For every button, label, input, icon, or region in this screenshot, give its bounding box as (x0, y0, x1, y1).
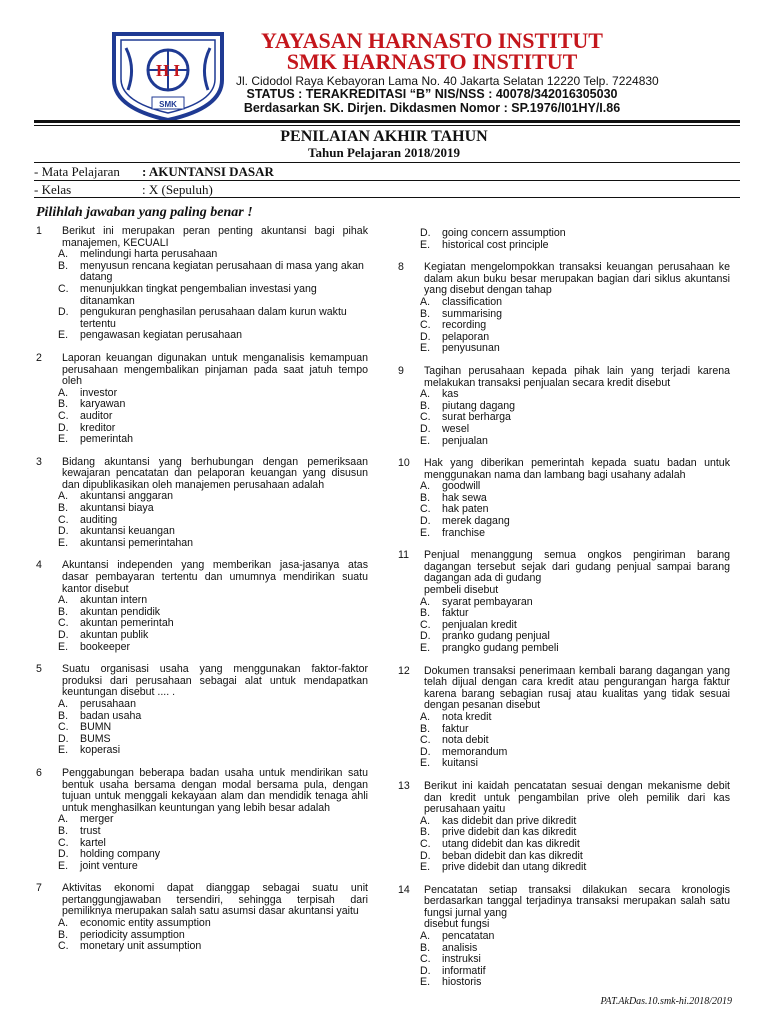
answer-option (398, 343, 730, 355)
option-text: badan usaha (80, 709, 142, 722)
answer-option (398, 862, 730, 874)
option-text: nota kredit (442, 710, 492, 723)
answer-option (36, 861, 368, 873)
answer-option (36, 284, 368, 307)
answer-option (398, 977, 730, 989)
option-text: periodicity assumption (80, 928, 185, 941)
option-letter: E. (420, 757, 431, 770)
question-stem (398, 666, 730, 712)
option-letter: E. (420, 642, 431, 654)
option-text: beban didebit dan kas dikredit (442, 849, 583, 862)
option-letter: B. (420, 941, 431, 954)
question-text: Penjual menanggung semua ongkos pengiriman barang dagangan tersebut sejak dari gudang penjual sampai barang dagangan ada di gudang (424, 549, 730, 585)
option-text: akuntan pemerintah (80, 617, 174, 630)
option-text: going concern assumption (442, 227, 566, 239)
question-1 (36, 226, 368, 342)
option-letter: E. (420, 238, 431, 251)
option-text: wesel (442, 422, 470, 435)
option-text: menunjukkan tingkat pengembalian investasi yang ditanamkan (80, 282, 317, 307)
question-text: Berikut ini kaidah pencatatan sesuai dengan mekanisme debit dan kredit untuk pengambilan prive oleh pemilik dari kas perusahaan yaitu (424, 779, 730, 816)
option-text: prive didebit dan utang dikredit (442, 861, 587, 874)
option-text: investor (80, 386, 118, 399)
option-letter: B. (58, 928, 69, 941)
question-text: Aktivitas ekonomi dapat dianggap sebagai suatu unit pertanggungjawaban tersendiri, sehingga terpisah dari pemiliknya merupakan salah satu asumsi dasar akuntansi yaitu (62, 882, 368, 918)
answer-option (36, 849, 368, 861)
question-7 (36, 883, 368, 953)
option-text: bookeeper (80, 640, 131, 653)
option-text: franchise (442, 526, 485, 539)
option-text: penjualan (442, 434, 488, 447)
question-number: 10 (398, 457, 410, 470)
question-text-tail: pembeli disebut (424, 584, 499, 597)
answer-option (398, 758, 730, 770)
option-text: economic entity assumption (80, 917, 211, 930)
answer-option (36, 330, 368, 342)
logo-caption: SMK (159, 100, 177, 109)
school-decree: Berdasarkan SK. Dirjen. Dikdasmen Nomor : SP.1976/I01HY/I.86 (243, 101, 621, 115)
school-address: Jl. Cidodol Raya Kebayoran Lama No. 40 Jakarta Selatan 12220 Telp. 7224830 (236, 74, 659, 88)
option-text: akuntan publik (80, 629, 149, 641)
option-letter: D. (420, 330, 431, 343)
question-stem (398, 366, 730, 389)
option-text: holding company (80, 848, 161, 861)
option-letter: B. (420, 722, 431, 735)
question-text: Pencatatan setiap transaksi dilakukan secara kronologis berdasarkan tanggal terjadinya transaksi merupakan salah satu fungsi jurnal yang (424, 883, 730, 919)
logo-letters: H I (155, 61, 181, 80)
option-text: akuntansi anggaran (80, 490, 174, 503)
subject-label: - Mata Pelajaran (34, 163, 120, 179)
option-letter: E. (58, 536, 69, 549)
option-letter: D. (58, 848, 69, 861)
answer-option (398, 297, 730, 309)
option-text: historical cost principle (442, 238, 549, 251)
instruction: Pilihlah jawaban yang paling benar ! (36, 205, 253, 220)
option-letter: C. (420, 503, 431, 516)
option-text: auditor (80, 409, 113, 422)
answer-option (398, 528, 730, 540)
option-letter: C. (58, 617, 69, 630)
option-letter: A. (420, 295, 431, 308)
option-letter: C. (58, 721, 69, 734)
question-4 (36, 560, 368, 653)
option-letter: A. (58, 490, 69, 503)
answer-option (36, 630, 368, 642)
question-6 (36, 768, 368, 872)
option-letter: A. (420, 595, 431, 608)
option-text: akuntansi keuangan (80, 525, 175, 538)
answer-option (398, 389, 730, 401)
option-letter: C. (58, 409, 69, 422)
foundation-name: YAYASAN HARNASTO INSTITUT (261, 28, 603, 53)
option-text: informatif (442, 964, 486, 977)
option-text: utang didebit dan kas dikredit (442, 837, 580, 850)
option-letter: D. (58, 525, 69, 538)
question-stem (36, 457, 368, 492)
option-text: auditing (80, 513, 118, 526)
option-letter: B. (58, 398, 69, 411)
option-letter: D. (420, 849, 431, 862)
option-text: merek dagang (442, 515, 510, 528)
question-number: 2 (36, 351, 42, 364)
exam-title: PENILAIAN AKHIR TAHUN (280, 128, 488, 145)
option-letter: C. (58, 940, 69, 953)
question-stem (398, 458, 730, 481)
option-letter: E. (420, 526, 431, 539)
question-text: Penggabungan beberapa badan usaha untuk mendirikan satu bentuk usaha bersama dengan modal bersama pula, dengan tujuan untuk menggali kekayaan alam dan mendidik tenaga ahli untuk menghasilkan keuntungan yang lebih besar adalah (62, 766, 368, 814)
option-text: koperasi (80, 744, 121, 757)
question-text: Dokumen transaksi penerimaan kembali barang dagangan yang telah dijual dengan cara kredit atau pengurangan harga faktur karena barang sebagian rusaj atau kualitas yang tidak sesuai dengan pesanan disebut (424, 664, 730, 712)
answer-option (36, 411, 368, 423)
option-letter: A. (58, 386, 69, 399)
option-text: hiostoris (442, 976, 482, 989)
option-letter: E. (58, 329, 69, 342)
class-value: : X (Sepuluh) (142, 181, 213, 197)
option-letter: B. (420, 307, 431, 320)
right-column (398, 228, 730, 989)
class-label: - Kelas (34, 181, 72, 197)
option-letter: B. (58, 824, 69, 837)
answer-option (398, 320, 730, 332)
option-text: classification (442, 295, 503, 308)
answer-option (398, 436, 730, 448)
option-letter: D. (420, 227, 431, 239)
option-text: nota debit (442, 734, 489, 747)
footer-code: PAT.AkDas.10.smk-hi.2018/2019 (600, 996, 732, 1007)
option-letter: B. (58, 502, 69, 515)
option-letter: D. (58, 732, 69, 745)
answer-option (36, 642, 368, 654)
question-number: 9 (398, 364, 404, 377)
option-letter: C. (58, 836, 69, 849)
option-letter: B. (58, 259, 69, 272)
option-text: goodwill (442, 480, 481, 493)
class-row (34, 181, 213, 198)
option-text: pengawasan kegiatan perusahaan (80, 329, 242, 342)
answer-option (36, 538, 368, 550)
question-stem (36, 353, 368, 388)
option-text: pengukuran penghasilan perusahaan dalam kurun waktu tertentu (80, 306, 347, 330)
exam-year: Tahun Pelajaran 2018/2019 (308, 145, 460, 160)
option-text: akuntansi pemerintahan (80, 536, 194, 549)
question-stem (36, 664, 368, 699)
option-letter: A. (58, 813, 69, 826)
option-text: analisis (442, 941, 478, 954)
question-text: Laporan keuangan digunakan untuk menganalisis kemampuan perusahaan mengembalikan pinjaman pada saat jatuh tempo oleh (62, 351, 368, 388)
answer-option (36, 699, 368, 711)
option-letter: C. (420, 618, 431, 631)
question-stem (398, 550, 730, 585)
option-text: prive didebit dan kas dikredit (442, 826, 577, 839)
option-letter: C. (420, 411, 431, 424)
option-letter: A. (420, 480, 431, 493)
answer-option (36, 434, 368, 446)
question-7-continued (398, 228, 730, 251)
option-letter: E. (58, 640, 69, 653)
option-text: piutang dagang (442, 399, 516, 412)
option-text: pelaporan (442, 330, 490, 343)
question-10 (398, 458, 730, 539)
question-stem (398, 781, 730, 816)
option-text: melindungi harta perusahaan (80, 248, 218, 261)
option-letter: D. (420, 630, 431, 643)
option-letter: C. (420, 953, 431, 966)
option-text: akuntansi biaya (80, 502, 154, 515)
left-column (36, 226, 368, 953)
option-letter: A. (420, 710, 431, 723)
question-number: 6 (36, 766, 42, 779)
question-stem (398, 262, 730, 297)
option-letter: C. (420, 734, 431, 747)
option-text: penjualan kredit (442, 618, 517, 631)
question-14 (398, 885, 730, 989)
option-letter: D. (420, 422, 431, 435)
question-11 (398, 550, 730, 654)
answer-option (398, 735, 730, 747)
exam-info-box (34, 162, 740, 198)
option-text: pranko gudang penjual (442, 630, 550, 643)
option-text: surat berharga (442, 411, 511, 424)
answer-option (36, 307, 368, 330)
question-stem (36, 883, 368, 918)
option-letter: E. (420, 342, 431, 355)
option-text: kartel (80, 836, 106, 849)
question-number: 4 (36, 559, 42, 572)
header-divider-thin (34, 125, 740, 126)
question-number: 1 (36, 225, 42, 237)
answer-option (36, 918, 368, 930)
option-text: faktur (442, 607, 469, 620)
question-number: 3 (36, 455, 42, 468)
option-letter: C. (420, 319, 431, 332)
option-text: akuntan intern (80, 594, 148, 607)
option-text: joint venture (80, 859, 138, 872)
option-text: kas didebit dan prive dikredit (442, 814, 577, 827)
header-divider (34, 120, 740, 123)
answer-option (398, 712, 730, 724)
option-letter: E. (58, 859, 69, 872)
question-text: Akuntansi independen yang memberikan jasa-jasanya atas dasar pembayaran tertentu dan umumnya mendirikan suatu kantor disebut (62, 559, 368, 595)
option-letter: C. (58, 513, 69, 526)
option-letter: E. (420, 434, 431, 447)
subject-value: : AKUNTANSI DASAR (142, 163, 274, 179)
school-logo (106, 28, 230, 122)
question-text-tail: disebut fungsi (424, 918, 490, 931)
answer-option (36, 941, 368, 953)
option-letter: D. (58, 421, 69, 434)
option-text: kas (442, 388, 459, 401)
answer-option (36, 261, 368, 284)
option-letter: D. (420, 515, 431, 528)
option-text: syarat pembayaran (442, 595, 533, 608)
option-text: faktur (442, 722, 469, 735)
option-letter: A. (58, 248, 69, 261)
option-letter: E. (58, 433, 69, 446)
answer-option (36, 745, 368, 757)
option-text: menyusun rencana kegiatan perusahaan di masa yang akan datang (80, 259, 364, 284)
subject-row (34, 163, 274, 180)
option-text: instruksi (442, 953, 481, 966)
question-stem (398, 885, 730, 920)
option-letter: A. (58, 697, 69, 710)
question-text: Hak yang diberikan pemerintah kepada suatu badan untuk menggunakan nama dan lambang bagi usahany adalah (424, 457, 730, 481)
option-letter: D. (420, 745, 431, 758)
option-text: pencatatan (442, 930, 495, 943)
option-text: BUMN (80, 721, 112, 734)
question-3 (36, 457, 368, 550)
question-stem (36, 226, 368, 249)
answer-option (36, 722, 368, 734)
question-number: 8 (398, 261, 404, 274)
option-text: trust (80, 824, 101, 837)
option-text: merger (80, 813, 114, 826)
option-letter: B. (58, 709, 69, 722)
question-stem (36, 560, 368, 595)
answer-option (398, 931, 730, 943)
option-text: monetary unit assumption (80, 940, 202, 953)
school-status: STATUS : TERAKREDITASI “B” NIS/NSS : 40078/342016305030 (246, 87, 618, 101)
school-name: SMK HARNASTO INSTITUT (286, 49, 578, 74)
question-2 (36, 353, 368, 446)
option-text: kreditor (80, 421, 116, 434)
question-number: 13 (398, 779, 410, 792)
question-text: Berikut ini merupakan peran penting akuntansi bagi pihak manajemen, KECUALI (62, 225, 368, 249)
question-text: Bidang akuntansi yang berhubungan dengan pemeriksaan kewajaran pencatatan dan pelaporan keuangan yang disusun dan dipublikasikan oleh manajemen perusahaan adalah (62, 455, 368, 491)
question-number: 14 (398, 883, 410, 896)
option-text: kuitansi (442, 757, 478, 770)
question-13 (398, 781, 730, 874)
option-letter: B. (420, 607, 431, 620)
option-letter: D. (58, 306, 69, 319)
option-letter: E. (420, 861, 431, 874)
option-text: penyusunan (442, 342, 500, 355)
option-letter: A. (58, 917, 69, 930)
answer-option (398, 643, 730, 655)
option-letter: C. (420, 837, 431, 850)
question-8 (398, 262, 730, 355)
option-letter: D. (420, 964, 431, 977)
question-number: 12 (398, 664, 410, 677)
option-text: memorandum (442, 745, 508, 758)
question-number: 7 (36, 882, 42, 895)
question-9 (398, 366, 730, 447)
question-text: Kegiatan mengelompokkan transaksi keuangan perusahaan ke dalam akun buku besar merupakan bagian dari siklus akuntansi yang disebut dengan tahap (424, 261, 730, 297)
question-stem (36, 768, 368, 814)
option-text: pemerintah (80, 433, 133, 446)
answer-option (398, 516, 730, 528)
answer-option (398, 228, 730, 240)
option-letter: B. (58, 605, 69, 618)
option-letter: B. (420, 399, 431, 412)
question-number: 11 (398, 549, 409, 562)
option-text: karyawan (80, 398, 126, 411)
option-letter: A. (58, 594, 69, 607)
option-letter: B. (420, 826, 431, 839)
option-text: hak sewa (442, 491, 487, 504)
option-text: summarising (442, 307, 503, 320)
option-letter: A. (420, 814, 431, 827)
option-letter: B. (420, 491, 431, 504)
option-text: akuntan pendidik (80, 605, 161, 618)
answer-option (398, 424, 730, 436)
option-letter: E. (420, 976, 431, 989)
option-text: perusahaan (80, 697, 136, 710)
answer-option (36, 826, 368, 838)
option-letter: A. (420, 930, 431, 943)
option-text: prangko gudang pembeli (442, 642, 559, 654)
question-5 (36, 664, 368, 757)
option-letter: D. (58, 629, 69, 641)
option-letter: C. (58, 282, 69, 295)
option-letter: E. (58, 744, 69, 757)
question-text: Tagihan perusahaan kepada pihak lain yang terjadi karena melakukan transaksi penjualan secara kredit disebut (424, 364, 730, 389)
option-text: recording (442, 319, 487, 332)
answer-option (398, 839, 730, 851)
option-text: BUMS (80, 732, 111, 745)
option-letter: A. (420, 388, 431, 401)
question-12 (398, 666, 730, 770)
answer-option (398, 240, 730, 252)
option-text: hak paten (442, 503, 489, 516)
answer-option (36, 503, 368, 515)
question-number: 5 (36, 663, 42, 676)
question-text: Suatu organisasi usaha yang menggunakan faktor-faktor produksi dari perusahaan sebagai alat untuk mendapatkan keuntungan disebut .... . (62, 663, 368, 699)
